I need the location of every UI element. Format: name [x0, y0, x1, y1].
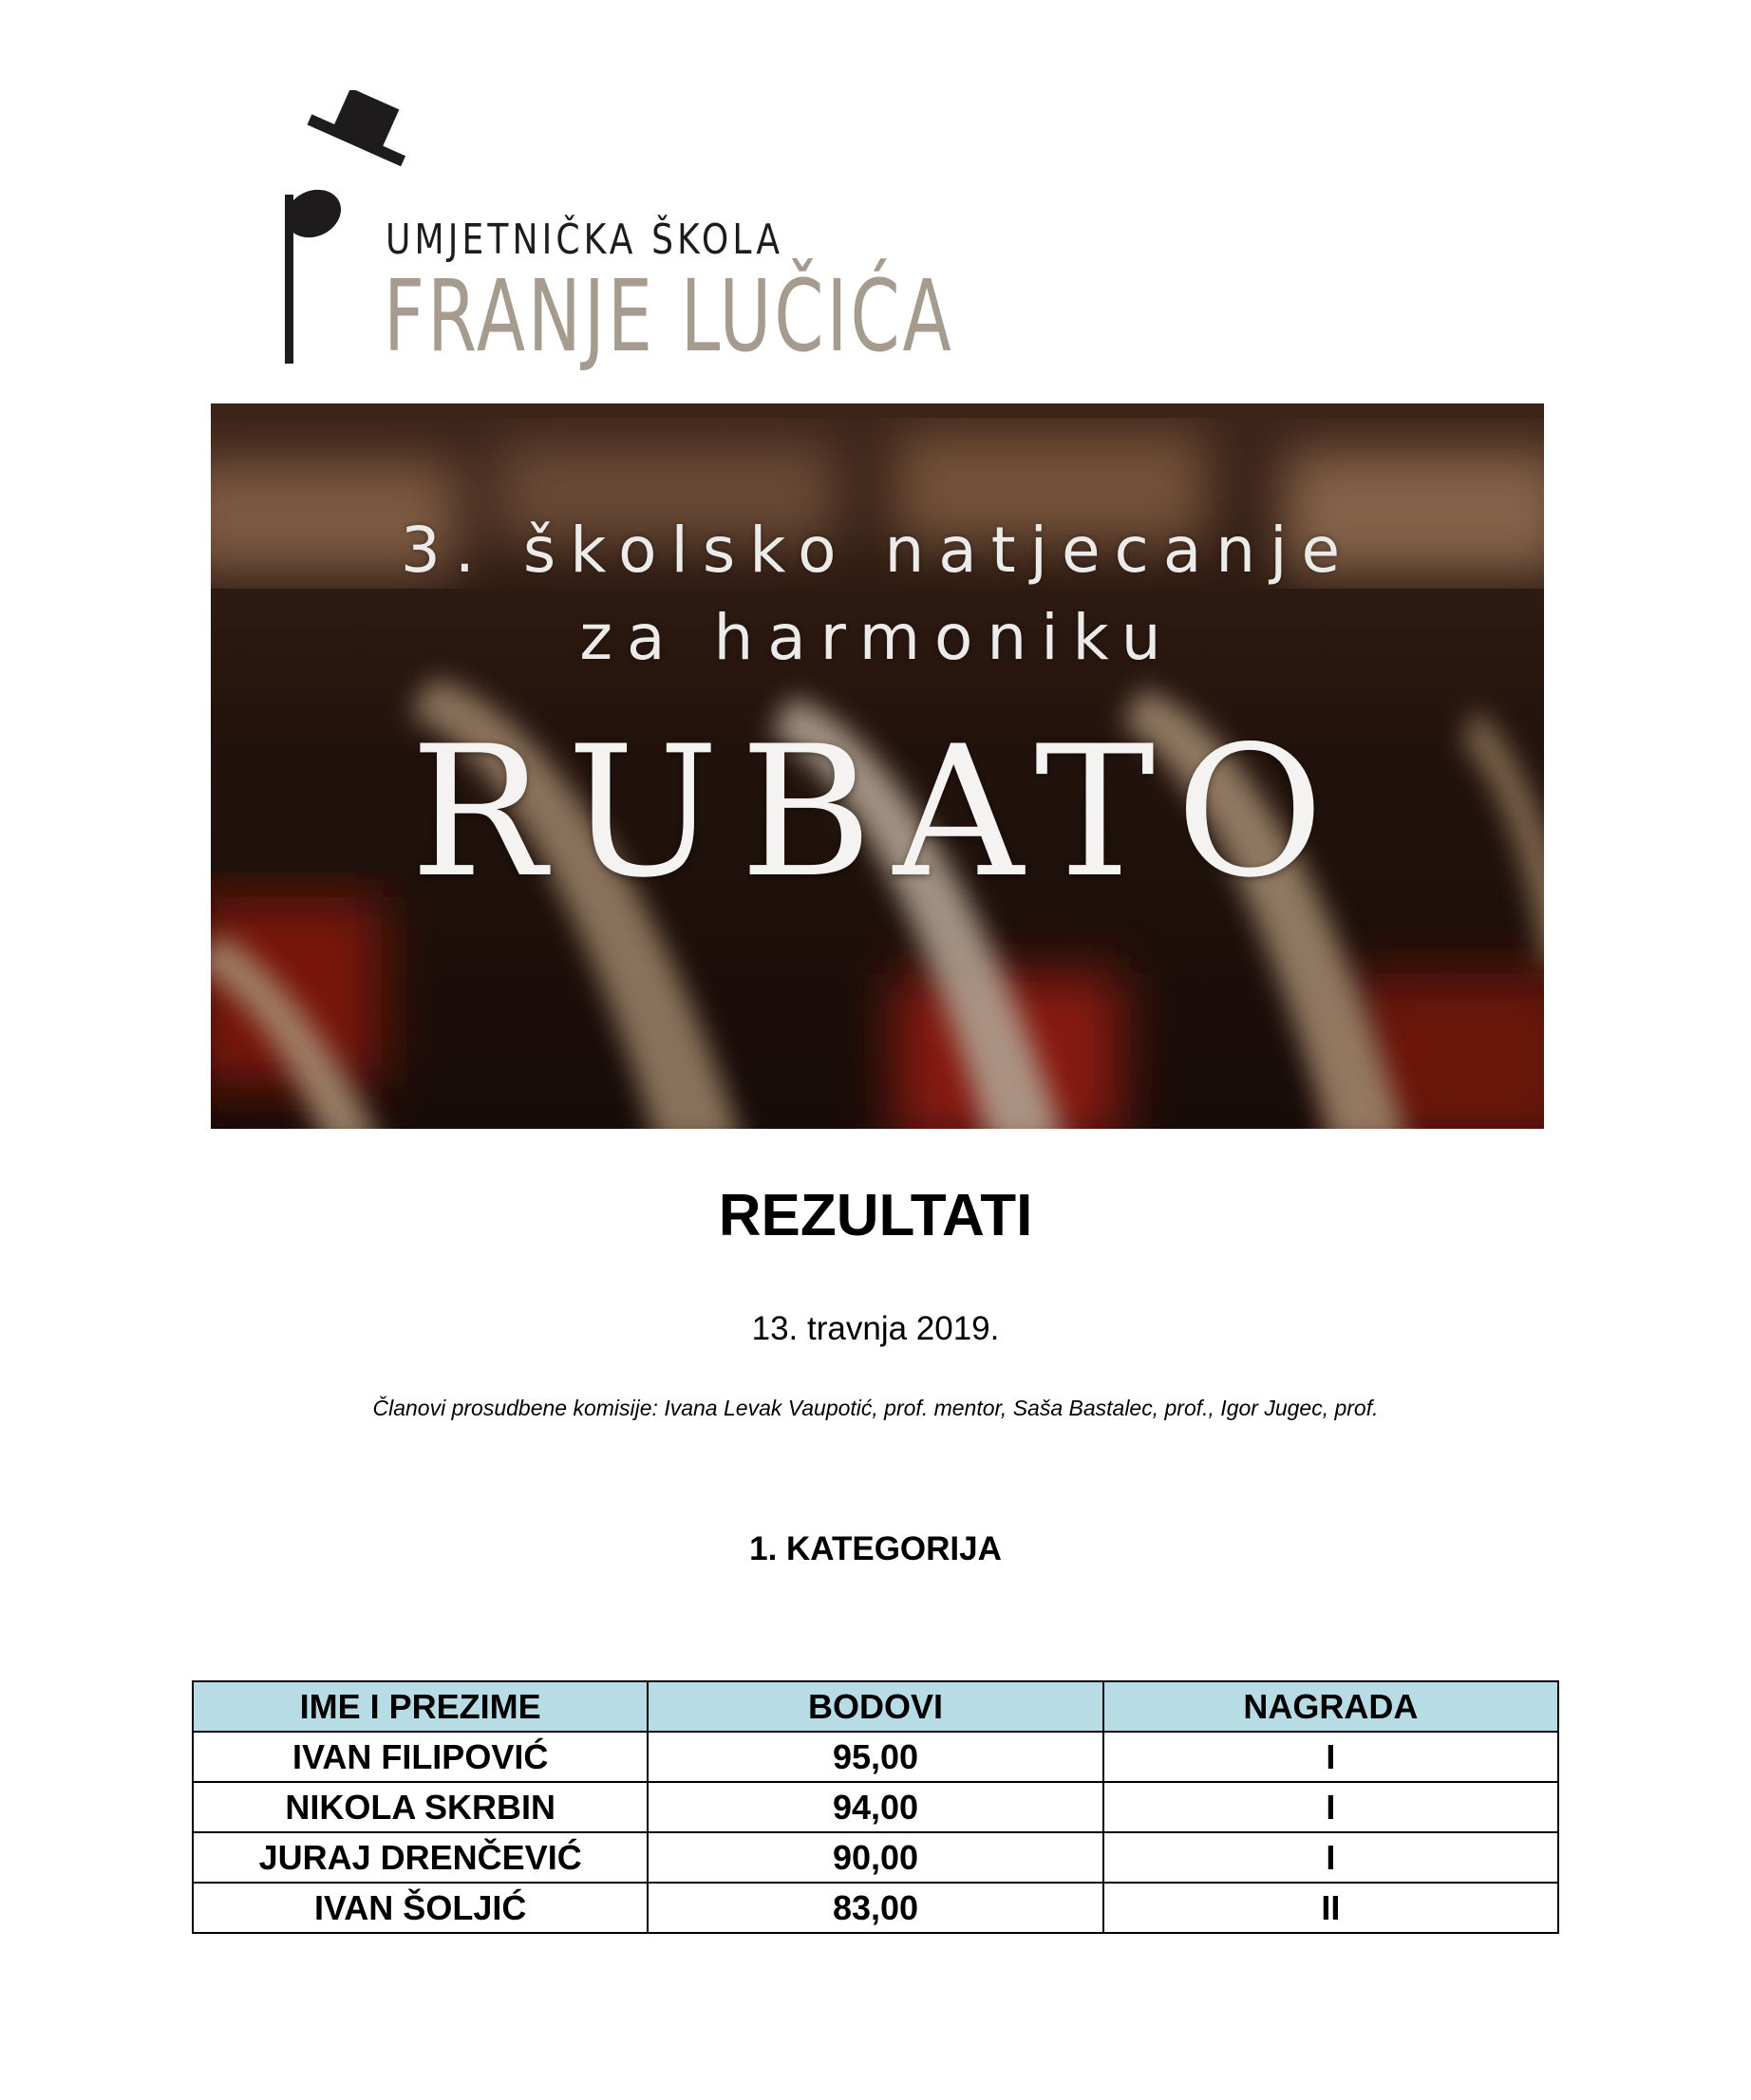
cell-points: 95,00: [648, 1732, 1102, 1782]
column-header-award: NAGRADA: [1103, 1681, 1558, 1732]
cell-points: 90,00: [648, 1832, 1102, 1883]
cell-award: I: [1103, 1832, 1558, 1883]
table-row: [193, 1782, 1558, 1832]
banner-subtitle-line1: 3. školsko natjecanje: [400, 514, 1355, 587]
cell-name: IVAN ŠOLJIĆ: [193, 1883, 648, 1933]
page-title: REZULTATI: [718, 1183, 1033, 1248]
cell-points: 94,00: [648, 1782, 1102, 1832]
results-table: [192, 1680, 1559, 1934]
table-row: [193, 1883, 1558, 1933]
cell-name: IVAN FILIPOVIĆ: [193, 1732, 648, 1782]
logo-school-type: UMJETNIČKA ŠKOLA: [386, 216, 784, 264]
category-title: 1. KATEGORIJA: [749, 1530, 1002, 1567]
table-header-row: [193, 1681, 1558, 1732]
banner-title: RUBATO: [409, 707, 1346, 917]
cell-points: 83,00: [648, 1883, 1102, 1933]
cell-award: II: [1103, 1883, 1558, 1933]
table-row: [193, 1832, 1558, 1883]
cell-name: NIKOLA SKRBIN: [193, 1782, 648, 1832]
cell-award: I: [1103, 1782, 1558, 1832]
results-date: 13. travnja 2019.: [751, 1310, 1000, 1347]
jury-members: Članovi prosudbene komisije: Ivana Levak Vaupotić, prof. mentor, Saša Bastalec, prof., Igor Jugec, prof.: [372, 1396, 1379, 1420]
competition-banner: [211, 403, 1544, 1129]
school-logo: [285, 90, 954, 375]
column-header-points: BODOVI: [648, 1681, 1102, 1732]
logo-school-name: FRANJE LUČIĆA: [384, 258, 954, 374]
banner-subtitle-line2: za harmoniku: [579, 601, 1176, 674]
table-row: [193, 1732, 1558, 1782]
column-header-name: IME I PREZIME: [193, 1681, 648, 1732]
cell-name: JURAJ DRENČEVIĆ: [193, 1832, 648, 1883]
cell-award: I: [1103, 1732, 1558, 1782]
